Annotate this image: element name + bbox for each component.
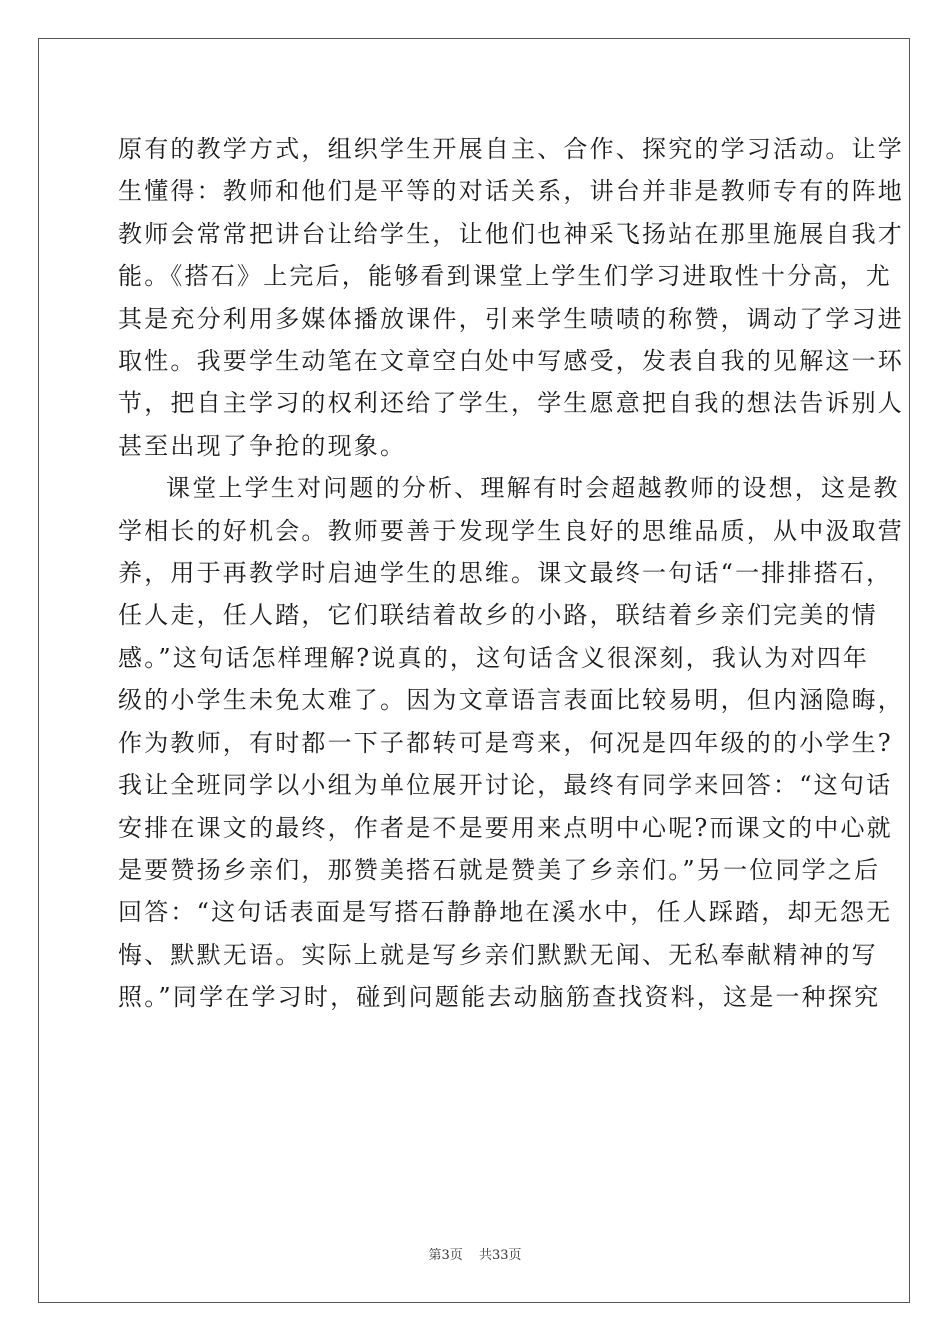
text-line: 级的小学生未免太难了。因为文章语言表面比较易明，但内涵隐晦， <box>118 686 904 715</box>
text-line: 作为教师，有时都一下子都转可是弯来，何况是四年级的的小学生? <box>118 728 893 757</box>
text-line: 甚至出现了争抢的现象。 <box>118 431 407 460</box>
text-line: 学相长的好机会。教师要善于发现学生良好的思维品质，从中汲取营 <box>118 516 904 545</box>
page-footer <box>0 1244 950 1263</box>
text-line: 是要赞扬乡亲们，那赞美搭石就是赞美了乡亲们。”另一位同学之后 <box>118 855 881 884</box>
text-line-indented: 课堂上学生对问题的分析、理解有时会超越教师的设想，这是教 <box>166 474 900 503</box>
text-line: 养，用于再教学时启迪学生的思维。课文最终一句话“一排排搭石， <box>118 559 893 588</box>
paragraph-1 <box>118 128 904 467</box>
text-line: 生懂得：教师和他们是平等的对话关系，讲台并非是教师专有的阵地 <box>118 177 904 206</box>
text-line: 照。”同学在学习时，碰到问题能去动脑筋查找资料，这是一种探究 <box>118 983 881 1012</box>
text-line: 安排在课文的最终，作者是不是要用来点明中心呢?而课文的中心就 <box>118 813 893 842</box>
page-total: 共33页 <box>478 1248 522 1263</box>
text-line: 悔、默默无语。实际上就是写乡亲们默默无闻、无私奉献精神的写 <box>118 940 878 969</box>
page-number: 第3页 <box>428 1248 463 1263</box>
text-line: 其是充分利用多媒体播放课件，引来学生啧啧的称赞，调动了学习进 <box>118 304 904 333</box>
document-body <box>118 128 904 1019</box>
paragraph-2 <box>118 467 904 1018</box>
text-line: 教师会常常把讲台让给学生，让他们也神采飞扬站在那里施展自我才 <box>118 219 904 248</box>
text-line: 回答：“这句话表面是写搭石静静地在溪水中，任人踩踏，却无怨无 <box>118 898 893 927</box>
text-line: 任人走，任人踏，它们联结着故乡的小路，联结着乡亲们完美的情 <box>118 601 878 630</box>
text-line: 感。”这句话怎样理解?说真的，这句话含义很深刻，我认为对四年 <box>118 643 870 672</box>
text-line: 我让全班同学以小组为单位展开讨论，最终有同学来回答：“这句话 <box>118 771 893 800</box>
text-line: 能。《搭石》上完后，能够看到课堂上学生们学习进取性十分高，尤 <box>118 262 892 291</box>
text-line: 节，把自主学习的权利还给了学生，学生愿意把自我的想法告诉别人 <box>118 389 904 418</box>
text-line: 原有的教学方式，组织学生开展自主、合作、探究的学习活动。让学 <box>118 135 904 163</box>
text-line: 取性。我要学生动笔在文章空白处中写感受，发表自我的见解这一环 <box>118 347 904 376</box>
